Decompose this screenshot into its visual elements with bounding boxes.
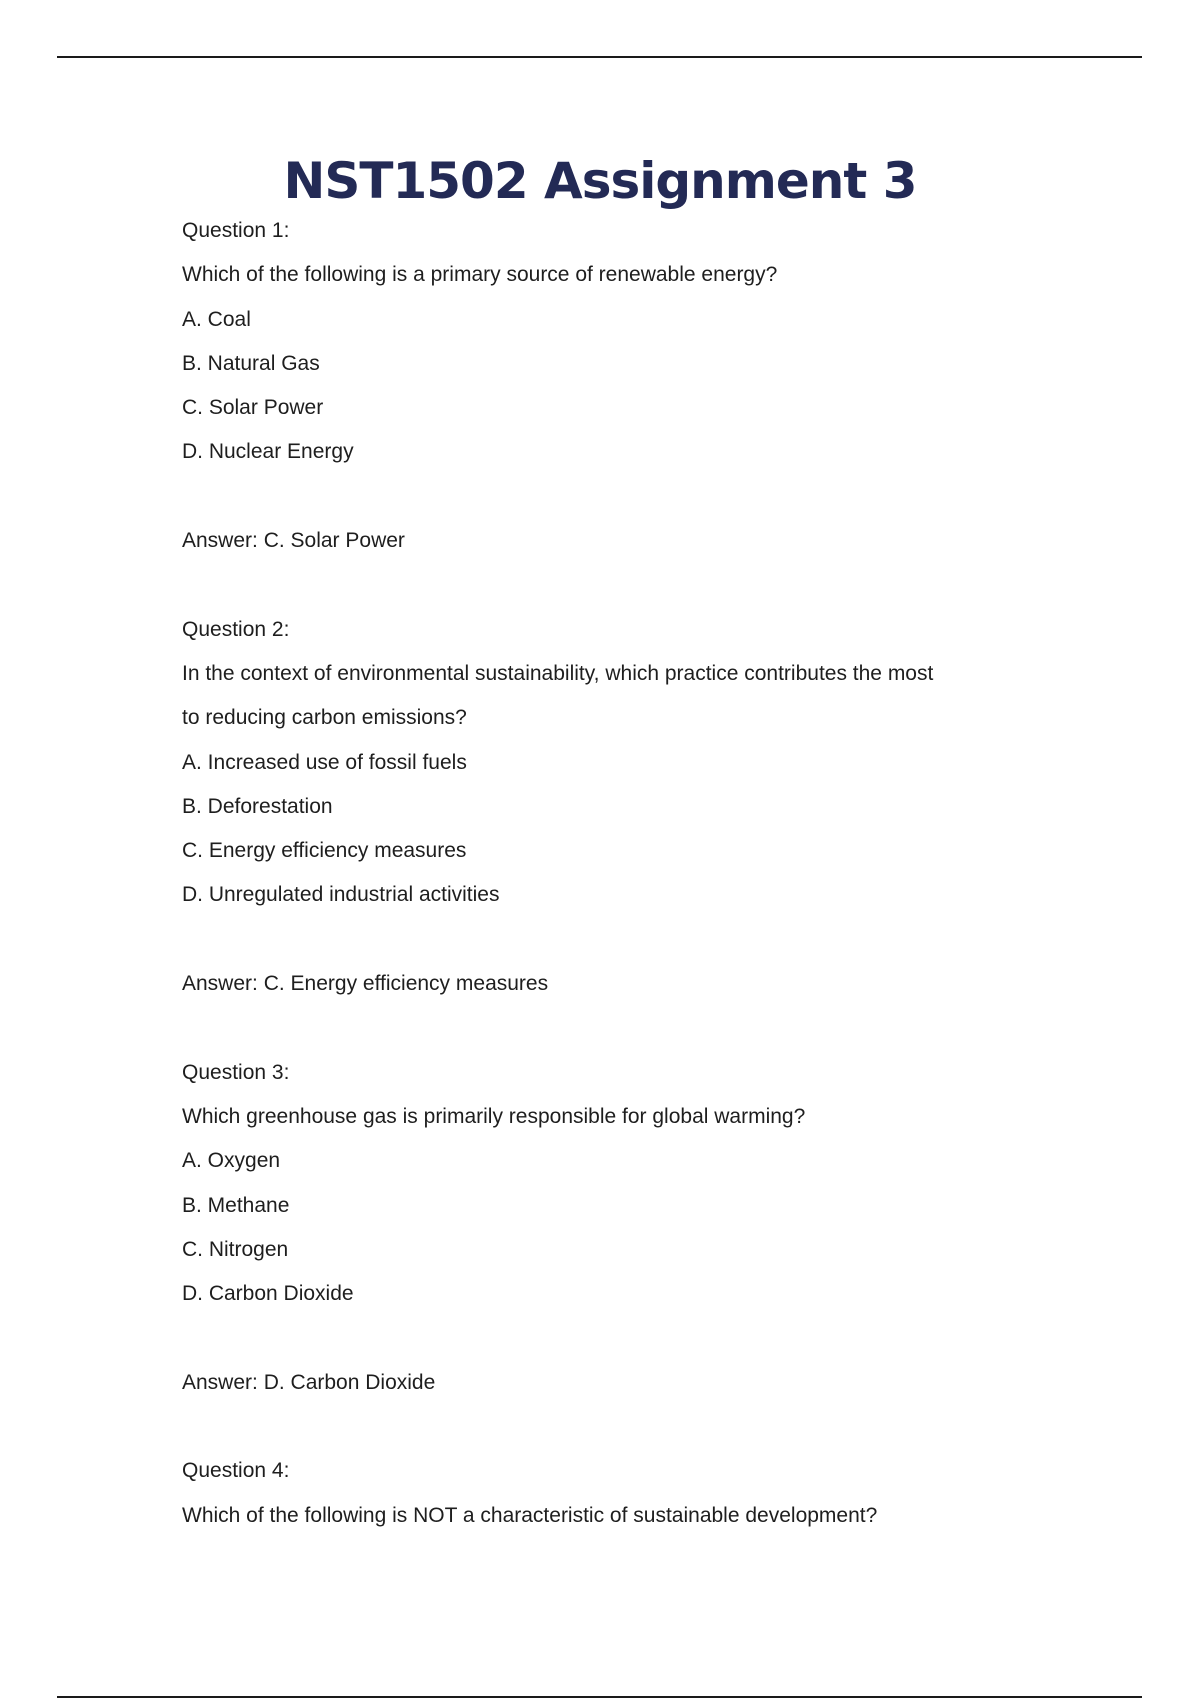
answer-line: Answer: C. Energy efficiency measures (182, 972, 549, 996)
answer-option: B. Natural Gas (182, 351, 320, 375)
answer-option: D. Carbon Dioxide (182, 1282, 354, 1306)
footer-rule (57, 1696, 1142, 1698)
answer-option: D. Unregulated industrial activities (182, 883, 500, 907)
question-text: Which of the following is a primary source of renewable energy? (182, 263, 778, 287)
question-heading: Question 4: (182, 1459, 290, 1483)
document-title: NST1502 Assignment 3 (283, 152, 917, 210)
document-body (182, 209, 1082, 1538)
question-text: to reducing carbon emissions? (182, 706, 467, 730)
answer-option: C. Energy efficiency measures (182, 839, 467, 863)
answer-option: A. Coal (182, 307, 251, 331)
header-rule (57, 56, 1142, 58)
question-text: Which of the following is NOT a characteristic of sustainable development? (182, 1503, 878, 1527)
question-block (182, 1449, 1082, 1538)
answer-option: A. Increased use of fossil fuels (182, 750, 467, 774)
answer-option: C. Solar Power (182, 396, 324, 420)
question-block (182, 209, 1082, 608)
answer-line: Answer: C. Solar Power (182, 529, 405, 553)
answer-option: B. Deforestation (182, 794, 333, 818)
question-heading: Question 3: (182, 1060, 290, 1084)
question-heading: Question 2: (182, 617, 290, 641)
answer-line: Answer: D. Carbon Dioxide (182, 1370, 436, 1394)
answer-option: C. Nitrogen (182, 1237, 289, 1261)
answer-option: D. Nuclear Energy (182, 440, 354, 464)
question-block (182, 1051, 1082, 1450)
answer-option: A. Oxygen (182, 1149, 281, 1173)
question-text: Which greenhouse gas is primarily responsible for global warming? (182, 1104, 806, 1128)
question-block (182, 608, 1082, 1051)
answer-option: B. Methane (182, 1193, 290, 1217)
question-text: In the context of environmental sustainability, which practice contributes the most (182, 661, 934, 685)
question-heading: Question 1: (182, 219, 290, 242)
